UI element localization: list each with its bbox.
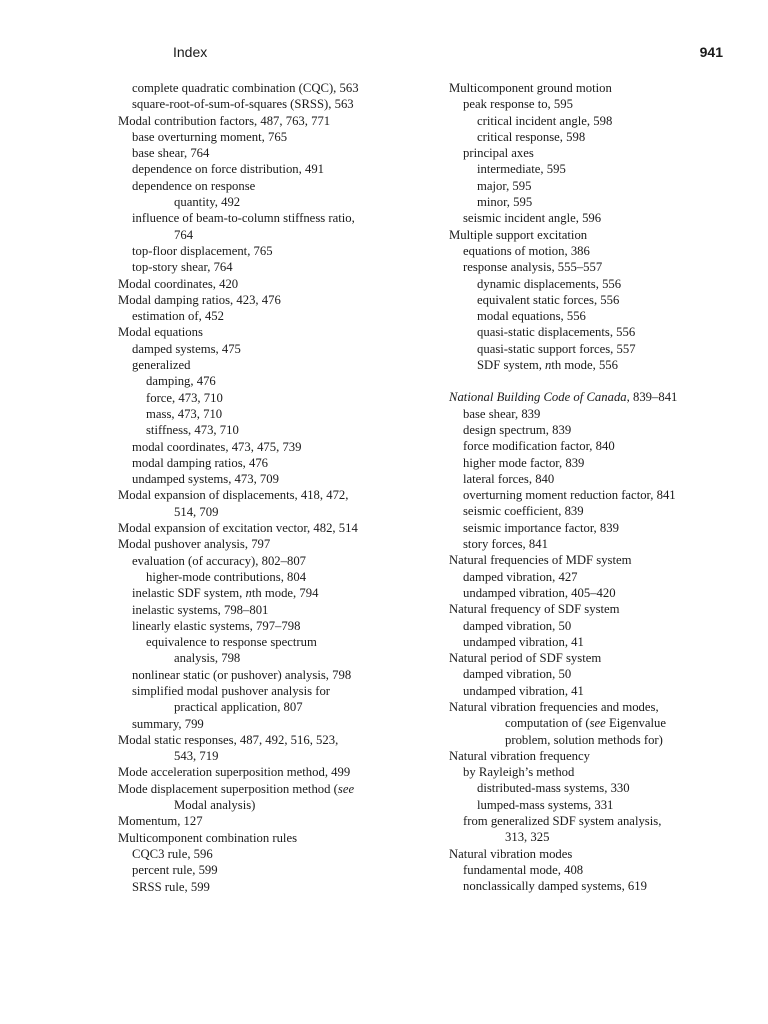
index-entry: problem, solution methods for) xyxy=(505,732,663,747)
page-header xyxy=(0,44,768,64)
index-entry: analysis, 798 xyxy=(174,651,241,666)
index-entry: square-root-of-sum-of-squares (SRSS), 563 xyxy=(132,97,354,112)
index-entry: higher mode factor, 839 xyxy=(463,455,585,470)
index-entry: equivalent static forces, 556 xyxy=(477,292,620,307)
index-entry: Modal equations xyxy=(118,325,203,340)
index-entry: inelastic systems, 798–801 xyxy=(132,602,269,617)
index-entry: Multicomponent ground motion xyxy=(449,81,612,95)
index-entry: Modal coordinates, 420 xyxy=(118,276,239,291)
entry-italic-text: n xyxy=(545,358,552,373)
index-entry: linearly elastic systems, 797–798 xyxy=(132,618,301,633)
index-entry: major, 595 xyxy=(477,178,532,193)
entry-text: Eigenvalue xyxy=(605,716,667,731)
index-entry: dependence on force distribution, 491 xyxy=(132,162,325,177)
index-entry: top-story shear, 764 xyxy=(132,260,233,275)
index-entry: Modal expansion of excitation vector, 482, 514 xyxy=(118,521,358,536)
index-entry: Multicomponent combination rules xyxy=(118,830,298,845)
index-entry: simplified modal pushover analysis for xyxy=(132,683,331,698)
index-entry: intermediate, 595 xyxy=(477,162,566,177)
index-entry: Natural vibration modes xyxy=(449,846,573,861)
entry-italic-text: see xyxy=(589,716,606,731)
index-entry: damped vibration, 50 xyxy=(463,667,572,682)
index-entry: damping, 476 xyxy=(146,374,216,389)
index-entry: Mode acceleration superposition method, 499 xyxy=(118,765,351,780)
index-entry: Natural frequencies of MDF system xyxy=(449,553,632,568)
entry-text: th mode, 794 xyxy=(251,586,319,601)
index-entry: dynamic displacements, 556 xyxy=(477,276,622,291)
index-entry: Modal analysis) xyxy=(174,798,256,813)
index-entry: principal axes xyxy=(463,146,534,161)
index-entry: base shear, 764 xyxy=(132,146,210,161)
index-entry: damped systems, 475 xyxy=(132,341,241,356)
index-entry: 313, 325 xyxy=(505,830,550,845)
index-entry: undamped vibration, 41 xyxy=(463,634,584,649)
index-entry: by Rayleigh’s method xyxy=(463,765,575,780)
index-entry: damped vibration, 50 xyxy=(463,618,572,633)
entry-text: Mode displacement superposition method ( xyxy=(118,781,338,796)
index-entry: evaluation (of accuracy), 802–807 xyxy=(132,553,307,568)
entry-text: SDF system, xyxy=(477,358,546,373)
index-entry: modal damping ratios, 476 xyxy=(132,455,269,470)
entry-text: th mode, 556 xyxy=(551,358,618,373)
entry-text: computation of ( xyxy=(505,716,590,731)
index-entry: Natural vibration frequencies and modes, xyxy=(449,699,659,714)
index-entry: seismic coefficient, 839 xyxy=(463,504,584,519)
index-entry: nonlinear static (or pushover) analysis, 798 xyxy=(132,667,352,682)
index-entry: distributed-mass systems, 330 xyxy=(477,781,630,796)
index-entry: nonclassically damped systems, 619 xyxy=(463,879,647,894)
index-entry: mass, 473, 710 xyxy=(146,406,223,421)
entry-italic-text: National Building Code of Canada xyxy=(449,390,627,405)
index-column-left xyxy=(118,80,418,895)
index-entry: modal equations, 556 xyxy=(477,309,586,324)
index-entry: equivalence to response spectrum xyxy=(146,635,317,650)
index-entry: stiffness, 473, 710 xyxy=(146,423,239,438)
index-entry: critical incident angle, 598 xyxy=(477,113,613,128)
running-head-title: Index xyxy=(173,44,208,60)
index-entry xyxy=(449,389,749,405)
entry-italic-text: see xyxy=(337,781,355,796)
index-entry: undamped vibration, 405–420 xyxy=(463,585,616,600)
index-entry: CQC3 rule, 596 xyxy=(132,846,213,861)
index-entry: damped vibration, 427 xyxy=(463,569,578,584)
index-entry: lateral forces, 840 xyxy=(463,471,555,486)
index-entry xyxy=(118,585,418,601)
index-entry: story forces, 841 xyxy=(463,537,548,552)
index-entry: critical response, 598 xyxy=(477,129,586,144)
index-entry: force modification factor, 840 xyxy=(463,439,615,454)
index-entry: dependence on response xyxy=(132,178,256,193)
index-entry: higher-mode contributions, 804 xyxy=(146,569,307,584)
index-entry: complete quadratic combination (CQC), 563 xyxy=(132,81,359,95)
index-entry: influence of beam-to-column stiffness ratio, xyxy=(132,211,355,226)
index-entry: fundamental mode, 408 xyxy=(463,862,584,877)
index-entry: Natural frequency of SDF system xyxy=(449,602,620,617)
index-entry: Natural period of SDF system xyxy=(449,651,602,666)
index-entry: percent rule, 599 xyxy=(132,863,218,878)
index-entry: minor, 595 xyxy=(477,195,533,210)
index-entry xyxy=(449,715,749,731)
index-entry: quasi-static support forces, 557 xyxy=(477,341,636,356)
index-entry: 764 xyxy=(174,227,194,242)
page-number: 941 xyxy=(699,44,723,60)
section-gap xyxy=(449,373,749,389)
index-entry xyxy=(449,357,749,373)
index-entry: Modal damping ratios, 423, 476 xyxy=(118,292,281,307)
entry-text: , 839–841 xyxy=(626,390,678,405)
index-entry: practical application, 807 xyxy=(174,700,303,715)
index-entry: from generalized SDF system analysis, xyxy=(463,814,662,829)
index-entry: lumped-mass systems, 331 xyxy=(477,797,614,812)
index-entry: Modal static responses, 487, 492, 516, 523, xyxy=(118,732,339,747)
index-entry: design spectrum, 839 xyxy=(463,422,572,437)
index-entry: peak response to, 595 xyxy=(463,97,573,112)
index-entry: Modal expansion of displacements, 418, 472, xyxy=(118,488,349,503)
index-entry: Modal contribution factors, 487, 763, 771 xyxy=(118,113,331,128)
index-entry: estimation of, 452 xyxy=(132,309,224,324)
index-entry: overturning moment reduction factor, 841 xyxy=(463,488,676,503)
index-entry: quantity, 492 xyxy=(174,195,241,210)
index-entry: Natural vibration frequency xyxy=(449,748,590,763)
entry-italic-text: n xyxy=(245,586,252,601)
index-column-right xyxy=(449,80,749,895)
index-entry: base shear, 839 xyxy=(463,406,541,421)
index-entry: generalized xyxy=(132,358,191,373)
index-entry: response analysis, 555–557 xyxy=(463,260,603,275)
index-entry: base overturning moment, 765 xyxy=(132,129,288,144)
index-entry: Multiple support excitation xyxy=(449,227,588,242)
index-entry: SRSS rule, 599 xyxy=(132,879,210,894)
index-entry: quasi-static displacements, 556 xyxy=(477,325,636,340)
index-entry: modal coordinates, 473, 475, 739 xyxy=(132,439,302,454)
index-entry: seismic incident angle, 596 xyxy=(463,211,602,226)
index-entry: undamped systems, 473, 709 xyxy=(132,472,279,487)
index-entry: 543, 719 xyxy=(174,749,219,764)
index-entry: undamped vibration, 41 xyxy=(463,683,584,698)
index-entry: summary, 799 xyxy=(132,716,204,731)
index-entry: top-floor displacement, 765 xyxy=(132,243,273,258)
index-entry: force, 473, 710 xyxy=(146,390,223,405)
index-entry: seismic importance factor, 839 xyxy=(463,520,619,535)
index-entry: equations of motion, 386 xyxy=(463,243,590,258)
entry-text: inelastic SDF system, xyxy=(132,586,246,601)
index-entry xyxy=(118,781,418,797)
index-entry: Momentum, 127 xyxy=(118,814,203,829)
index-entry: Modal pushover analysis, 797 xyxy=(118,537,271,552)
index-entry: 514, 709 xyxy=(174,504,219,519)
